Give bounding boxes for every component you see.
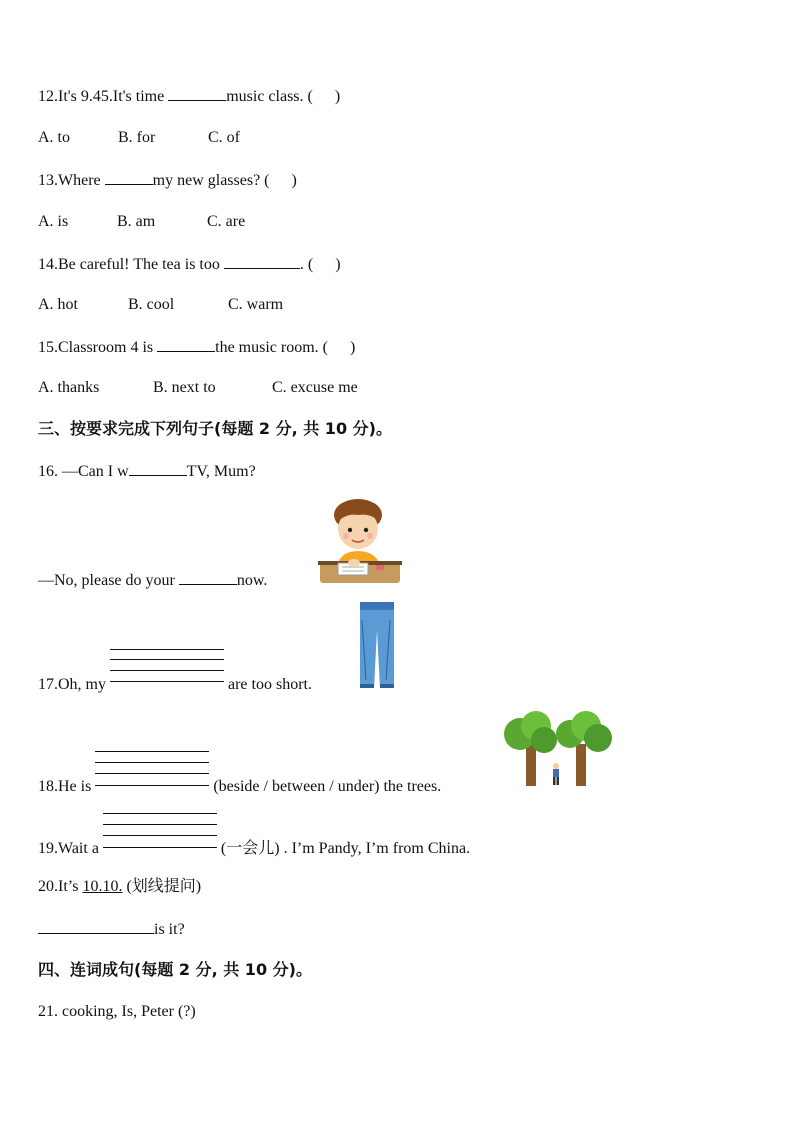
q12-option-b[interactable]: B. for (118, 129, 156, 146)
q18-blank-lines[interactable] (95, 775, 209, 791)
q18-text-after: (beside / between / under) the trees. (209, 778, 442, 795)
q19-blank-lines[interactable] (103, 837, 217, 853)
question-17 (38, 673, 312, 695)
q17-text-after: are too short. (224, 676, 312, 693)
q16-blank-1[interactable] (129, 461, 187, 476)
q15-option-a[interactable]: A. thanks (38, 379, 100, 396)
q20-blank[interactable] (38, 919, 154, 934)
question-15 (38, 337, 355, 358)
q16-blank-2[interactable] (179, 570, 237, 585)
q12-blank[interactable] (168, 86, 226, 101)
question-20-line1 (38, 877, 201, 897)
section-4-heading: 四、连词成句(每题 2 分, 共 10 分)。 (38, 960, 312, 979)
q15-options (38, 378, 358, 398)
q12-option-a[interactable]: A. to (38, 129, 70, 146)
q13-options (38, 212, 245, 232)
q15-option-b[interactable]: B. next to (153, 379, 216, 396)
question-13 (38, 170, 297, 191)
q15-option-c[interactable]: C. excuse me (272, 379, 358, 396)
q15-text-after: the music room. ( (215, 339, 328, 356)
q14-option-a[interactable]: A. hot (38, 296, 78, 313)
q15-blank[interactable] (157, 337, 215, 352)
q17-text-before: 17.Oh, my (38, 676, 110, 693)
q17-blank-lines[interactable] (110, 673, 224, 689)
q14-option-c[interactable]: C. warm (228, 296, 284, 313)
two-trees-with-boy-icon (500, 710, 616, 788)
q18-text-before: 18.He is (38, 778, 96, 795)
q19-text-after: (一会儿) . I’m Pandy, I’m from China. (216, 840, 471, 857)
q14-text-before: 14.Be careful! The tea is too (38, 256, 224, 273)
q16-line2-after: now. (236, 572, 268, 589)
q19-text-before: 19.Wait a (38, 840, 103, 857)
q13-text-before: 13.Where (38, 172, 105, 189)
question-20-line2 (38, 919, 185, 940)
question-21: 21. cooking, Is, Peter (?) (38, 1003, 196, 1020)
q12-options (38, 128, 240, 148)
q15-paren-close: ) (350, 339, 356, 356)
q13-blank[interactable] (105, 170, 153, 185)
q14-paren-close: ) (335, 256, 341, 273)
section-3-heading: 三、按要求完成下列句子(每题 2 分, 共 10 分)。 (38, 419, 392, 438)
question-19 (38, 837, 470, 859)
q14-blank[interactable] (224, 254, 300, 269)
question-12 (38, 86, 340, 107)
jeans-icon (356, 600, 398, 690)
q15-text-before: 15.Classroom 4 is (38, 339, 158, 356)
q12-paren-close: ) (334, 88, 341, 105)
q13-option-c[interactable]: C. are (207, 213, 246, 230)
q14-option-b[interactable]: B. cool (128, 296, 175, 313)
question-16-line1 (38, 461, 256, 482)
q13-option-a[interactable]: A. is (38, 213, 69, 230)
question-18 (38, 775, 441, 797)
question-14 (38, 254, 341, 275)
q14-text-after: . ( (299, 256, 314, 273)
q20-line2-after: is it? (154, 921, 185, 938)
q13-option-b[interactable]: B. am (117, 213, 156, 230)
question-16-line2 (38, 570, 267, 591)
q16-text-before: 16. —Can I w (38, 463, 129, 480)
boy-doing-homework-icon (316, 497, 402, 587)
q20-text-after: (划线提问) (122, 878, 202, 895)
q12-text-after: music class. ( (226, 88, 313, 105)
q14-options (38, 295, 283, 315)
q12-option-c[interactable]: C. of (208, 129, 240, 146)
q20-underlined-time: 10.10. (82, 878, 123, 895)
q16-line2-before: —No, please do your (38, 572, 179, 589)
q13-text-after: my new glasses? ( (152, 172, 270, 189)
q13-paren-close: ) (291, 172, 297, 189)
q16-text-after: TV, Mum? (186, 463, 256, 480)
q12-text-before: 12.It's 9.45.It's time (38, 88, 169, 105)
q20-text-before: 20.It’s (38, 878, 83, 895)
